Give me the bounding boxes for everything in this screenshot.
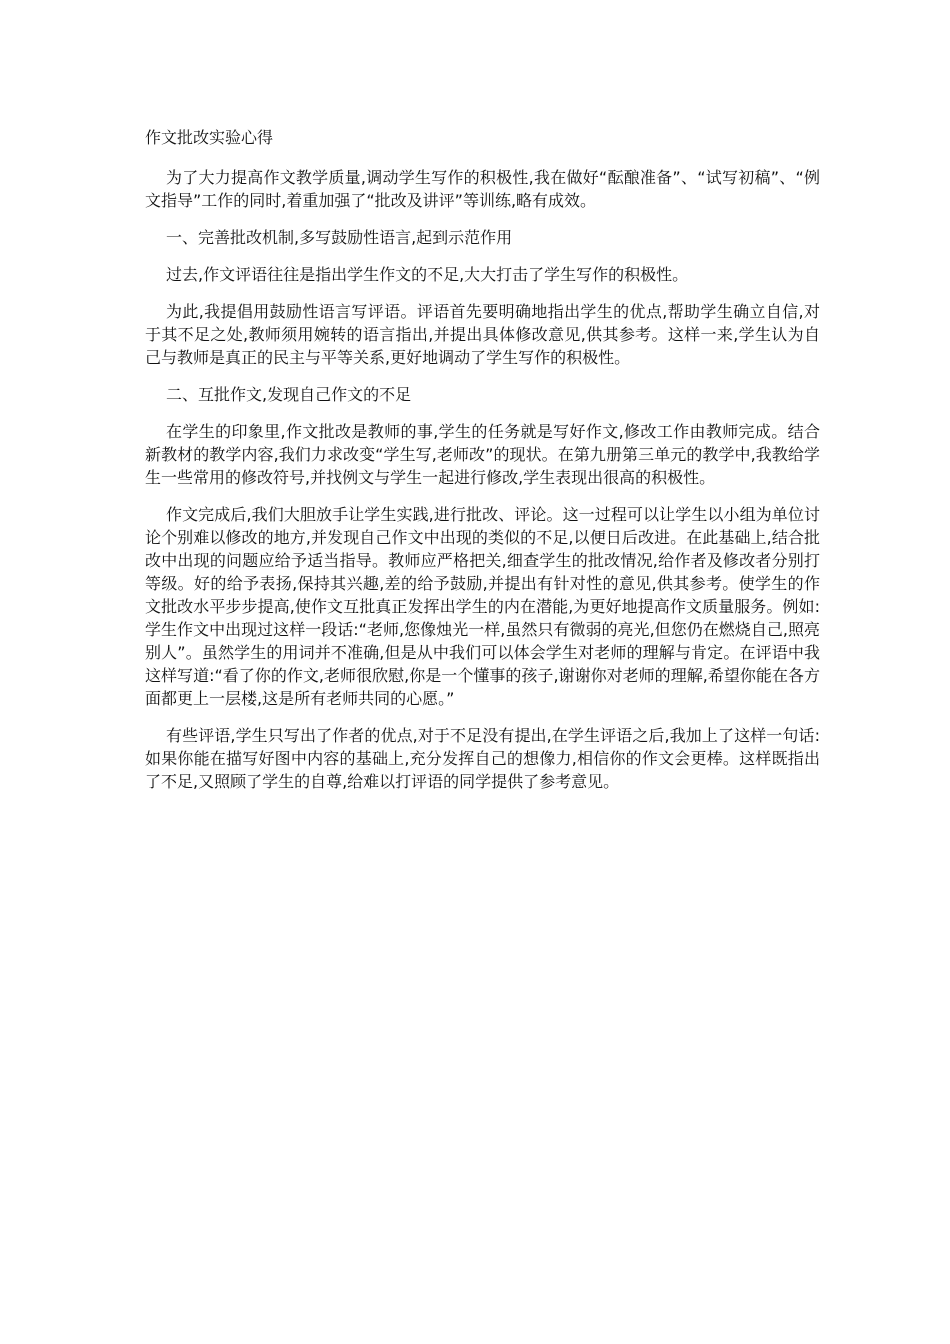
section2-paragraph-2: 作文完成后,我们大胆放手让学生实践,进行批改、评论。这一过程可以让学生以小组为单位讨论个别难以修改的地方,并发现自己作文中出现的类似的不足,以便日后改进。在此基础上,结合批改中出现的问题应给予适当指导。教师应严格把关,细查学生的批改情况,给作者及修改者分别打等级。好的给予表扬,保持其兴趣,差的给予鼓励,并提出有针对性的意见,供其参考。使学生的作文批改水平步步提高,使作文互批真正发挥出学生的内在潜能,为更好地提高作文质量服务。例如:学生作文中出现过这样一段话:“老师,您像烛光一样,虽然只有微弱的亮光,但您仍在燃烧自己,照亮别人”。虽然学生的用词并不准确,但是从中我们可以体会学生对老师的理解与肯定。在评语中我这样写道:“看了你的作文,老师很欣慰,你是一个懂事的孩子,谢谢你对老师的理解,希望你能在各方面都更上一层楼,这是所有老师共同的心愿。”	[145, 505, 820, 708]
document-title: 作文批改实验心得	[145, 128, 274, 147]
section2-paragraph-1: 在学生的印象里,作文批改是教师的事,学生的任务就是写好作文,修改工作由教师完成。结合新教材的教学内容,我们力求改变“学生写,老师改”的现状。在第九册第三单元的教学中,我教给学生一些常用的修改符号,并找例文与学生一起进行修改,学生表现出很高的积极性。	[145, 422, 820, 487]
section-heading-2: 二、互批作文,发现自己作文的不足	[166, 385, 412, 404]
document-body	[145, 126, 820, 807]
section2-paragraph-3: 有些评语,学生只写出了作者的优点,对于不足没有提出,在学生评语之后,我加上了这样一句话:如果你能在描写好图中内容的基础上,充分发挥自己的想像力,相信你的作文会更棒。这样既指出了不足,又照顾了学生的自尊,给难以打评语的同学提供了参考意见。	[145, 726, 820, 791]
section-heading-1: 一、完善批改机制,多写鼓励性语言,起到示范作用	[166, 228, 513, 247]
section1-paragraph-1: 过去,作文评语往往是指出学生作文的不足,大大打击了学生写作的积极性。	[166, 265, 689, 284]
intro-paragraph: 为了大力提高作文教学质量,调动学生写作的积极性,我在做好“酝酿准备”、“试写初稿”、“例文指导”工作的同时,着重加强了“批改及讲评”等训练,略有成效。	[145, 168, 820, 210]
section1-paragraph-2: 为此,我提倡用鼓励性语言写评语。评语首先要明确地指出学生的优点,帮助学生确立自信,对于其不足之处,教师须用婉转的语言指出,并提出具体修改意见,供其参考。这样一来,学生认为自己与教师是真正的民主与平等关系,更好地调动了学生写作的积极性。	[145, 302, 820, 367]
